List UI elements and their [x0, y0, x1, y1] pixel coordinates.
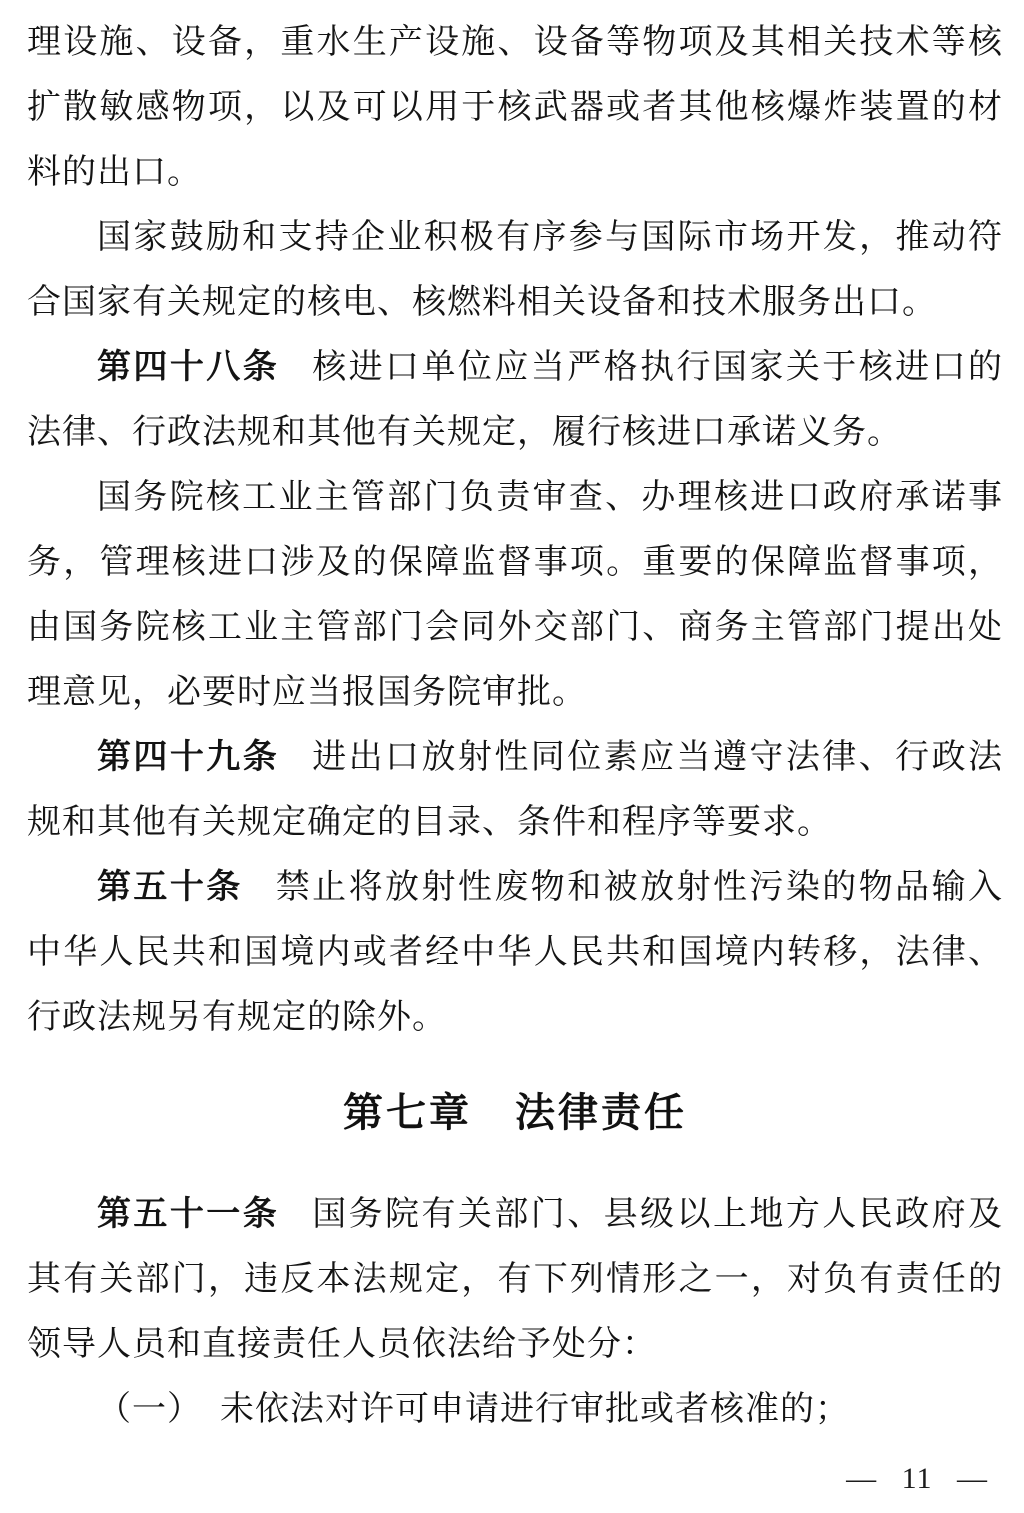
page-body	[27, 10, 1003, 1442]
article-number: 第四十八条	[97, 348, 280, 386]
article-text: 核进口单位应当严格执行国家关于核进口的法律、行政法规和其他有关规定，履行核进口承诺义务。	[27, 349, 1004, 451]
page-number: — 11 —	[846, 1462, 988, 1495]
article-text: 国务院有关部门、县级以上地方人民政府及其有关部门，违反本法规定，有下列情形之一，对负有责任的领导人员和直接责任人员依法给予处分：	[27, 1196, 1004, 1363]
article-text: 禁止将放射性废物和被放射性污染的物品输入中华人民共和国境内或者经中华人民共和国境内转移，法律、行政法规另有规定的除外。	[27, 869, 1004, 1036]
paragraph-continuation: 理设施、设备，重水生产设施、设备等物项及其相关技术等核扩散敏感物项，以及可以用于核武器或者其他核爆炸装置的材料的出口。	[27, 24, 1003, 191]
paragraph-list-item: （一） 未依法对许可申请进行审批或者核准的；	[97, 1391, 850, 1428]
paragraph-article-49	[27, 725, 1003, 855]
paragraph-article-51	[27, 1182, 1003, 1377]
paragraph: 国家鼓励和支持企业积极有序参与国际市场开发，推动符合国家有关规定的核电、核燃料相关设备和技术服务出口。	[27, 219, 1003, 321]
article-number: 第五十条	[97, 868, 243, 906]
article-number: 第四十九条	[97, 738, 280, 776]
article-number: 第五十一条	[97, 1195, 280, 1233]
paragraph-article-50	[27, 855, 1003, 1050]
article-text: 进出口放射性同位素应当遵守法律、行政法规和其他有关规定确定的目录、条件和程序等要求。	[27, 739, 1004, 841]
chapter-heading: 第七章 法律责任	[343, 1091, 687, 1135]
paragraph: 国务院核工业主管部门负责审查、办理核进口政府承诺事务，管理核进口涉及的保障监督事项。重要的保障监督事项，由国务院核工业主管部门会同外交部门、商务主管部门提出处理意见，必要时应当报国务院审批。	[27, 479, 1003, 711]
paragraph-article-48	[27, 335, 1003, 465]
